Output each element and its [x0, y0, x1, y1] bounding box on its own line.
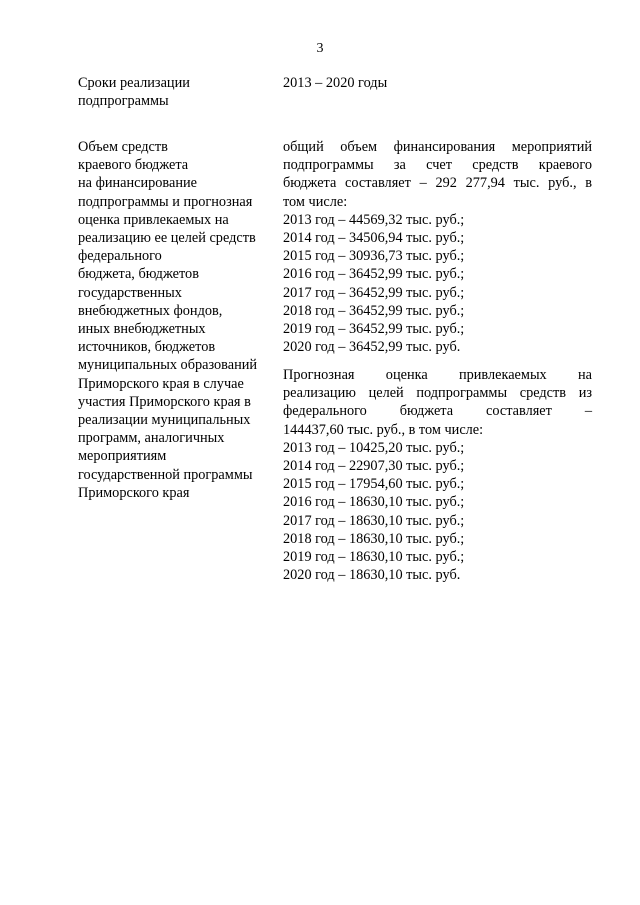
funding-label-line: участия Приморского края в — [78, 393, 251, 410]
funding-label-line: Объем средств — [78, 139, 168, 155]
funding-label-line: государственной программы — [78, 466, 253, 483]
funding-label-line: Приморского края в случае — [78, 375, 244, 392]
funding-label-line: на финансирование — [78, 175, 197, 192]
funding-label-line: иных внебюджетных — [78, 321, 206, 338]
regional-year-line: 2015 год – 30936,73 тыс. руб.; — [283, 248, 465, 265]
funding-label-line: мероприятиям — [78, 448, 167, 465]
funding-label-line: реализации муниципальных — [78, 412, 251, 429]
federal-year-line: 2015 год – 17954,60 тыс. руб.; — [283, 476, 465, 493]
regional-year-line: 2020 год – 36452,99 тыс. руб. — [283, 339, 461, 356]
funding-label-line: государственных — [78, 284, 182, 301]
page-number: 3 — [316, 41, 324, 56]
federal-year-line: 2019 год – 18630,10 тыс. руб.; — [283, 549, 465, 566]
federal-year-line: 2017 год – 18630,10 тыс. руб.; — [283, 512, 465, 529]
term-value — [283, 74, 592, 92]
federal-year-line: 2014 год – 22907,30 тыс. руб.; — [283, 458, 465, 475]
federal-intro-line: 144437,60 тыс. руб., в том числе: — [283, 421, 484, 438]
funding-label-line: внебюджетных фондов, — [78, 302, 223, 319]
federal-year-line: 2016 год – 18630,10 тыс. руб.; — [283, 494, 465, 511]
federal-year-line: 2020 год – 18630,10 тыс. руб. — [283, 567, 461, 584]
funding-label-line: оценка привлекаемых на — [78, 211, 229, 228]
regional-intro-line: бюджета составляет – 292 277,94 тыс. руб., в — [283, 175, 592, 192]
regional-intro-line: подпрограммы за счет средств краевого — [283, 157, 592, 174]
regional-year-line: 2013 год – 44569,32 тыс. руб.; — [283, 211, 465, 228]
funding-label-line: краевого бюджета — [78, 157, 189, 174]
regional-year-line: 2017 год – 36452,99 тыс. руб.; — [283, 284, 465, 301]
funding-label-line: бюджета, бюджетов — [78, 266, 199, 283]
funding-label-line: федерального — [78, 248, 162, 265]
funding-label-line: подпрограммы и прогнозная — [78, 193, 253, 210]
federal-budget-block — [283, 366, 592, 584]
funding-label-line: источников, бюджетов — [78, 339, 216, 356]
funding-label-line: Приморского края — [78, 484, 190, 501]
regional-budget-block — [283, 138, 592, 356]
funding-label-line: программ, аналогичных — [78, 430, 225, 447]
regional-year-line: 2014 год – 34506,94 тыс. руб.; — [283, 230, 465, 247]
federal-year-line: 2018 год – 18630,10 тыс. руб.; — [283, 530, 465, 547]
term-label-line: Сроки реализации — [78, 75, 190, 91]
term-label — [78, 74, 273, 110]
regional-year-line: 2018 год – 36452,99 тыс. руб.; — [283, 302, 465, 319]
regional-intro-line: том числе: — [283, 193, 348, 210]
funding-label — [78, 138, 273, 502]
regional-year-line: 2019 год – 36452,99 тыс. руб.; — [283, 321, 465, 338]
regional-year-line: 2016 год – 36452,99 тыс. руб.; — [283, 266, 465, 283]
federal-intro-line: реализацию целей подпрограммы средств из — [283, 385, 592, 402]
funding-label-line: муниципальных образований — [78, 357, 258, 374]
federal-intro-line: федерального бюджета составляет – — [283, 403, 592, 420]
regional-intro-line: общий объем финансирования мероприятий — [283, 139, 592, 155]
term-label-line: подпрограммы — [78, 93, 169, 110]
funding-label-line: реализацию ее целей средств — [78, 230, 256, 247]
term-value-text: 2013 – 2020 годы — [283, 75, 388, 91]
federal-year-line: 2013 год – 10425,20 тыс. руб.; — [283, 439, 465, 456]
federal-intro-line: Прогнозная оценка привлекаемых на — [283, 367, 592, 383]
